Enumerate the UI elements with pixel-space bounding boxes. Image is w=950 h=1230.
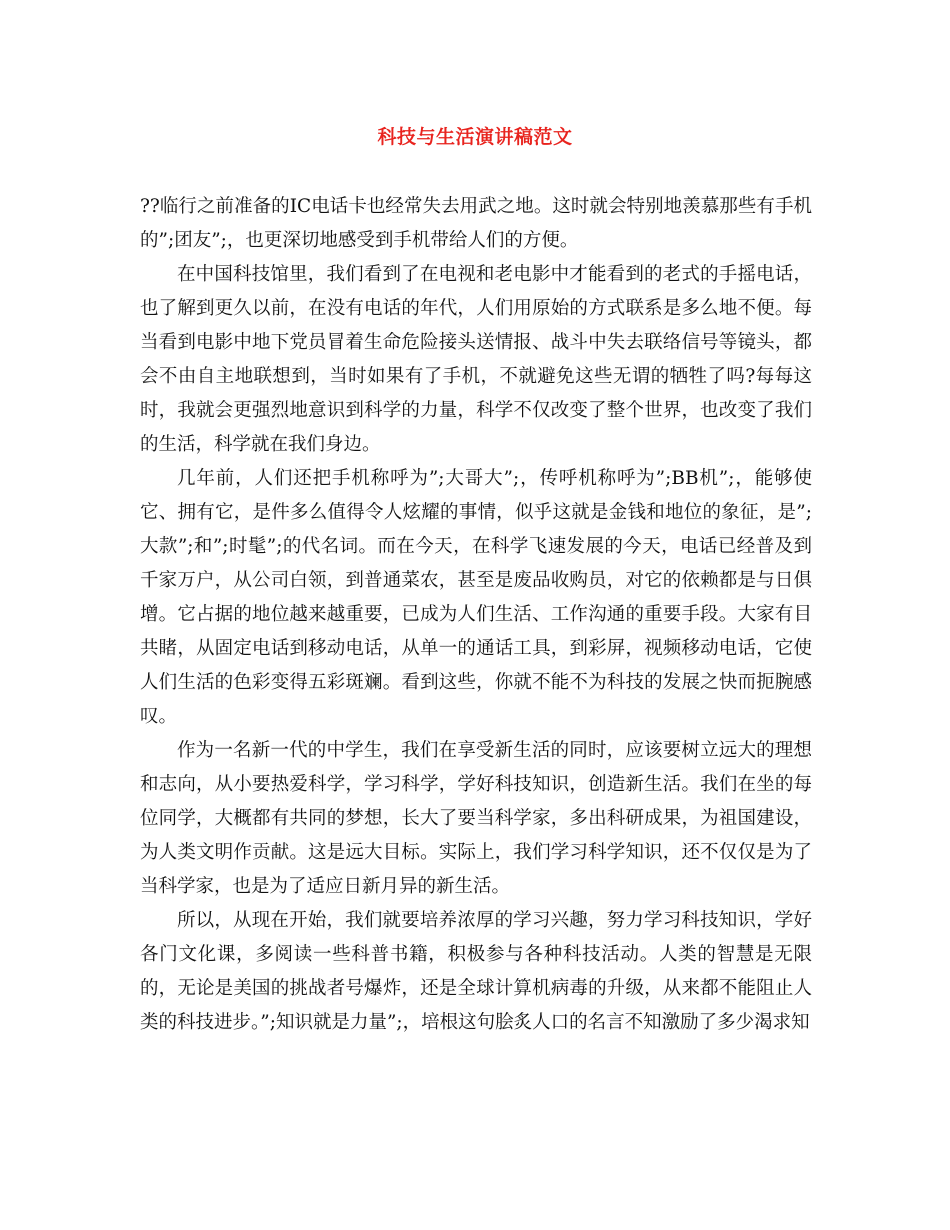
paragraph-4: 作为一名新一代的中学生，我们在享受新生活的同时，应该要树立远大的理想和志向，从小要热爱科学，学习科学，学好科技知识，创造新生活。我们在坐的每位同学，大概都有共同的梦想，长大了要当科学家，多出科研成果，为祖国建设，为人类文明作贡献。这是远大目标。实际上，我们学习科学知识，还不仅仅是为了当科学家，也是为了适应日新月异的新生活。: [140, 740, 812, 897]
paragraph-1: ??临行之前准备的IC电话卡也经常失去用武之地。这时就会特别地羡慕那些有手机的”;团友”;，也更深切地感受到手机带给人们的方便。: [140, 196, 812, 251]
paragraph-3: 几年前，人们还把手机称呼为”;大哥大”;，传呼机称呼为”;BB机”;，能够使它、拥有它，是件多么值得令人炫耀的事情，似乎这就是金钱和地位的象征，是”;大款”;和”;时髦”;的代名词。而在今天，在科学飞速发展的今天，电话已经普及到千家万户，从公司白领，到普通菜农，甚至是废品收购员，对它的依赖都是与日俱增。它占据的地位越来越重要，已成为人们生活、工作沟通的重要手段。大家有目共睹，从固定电话到移动电话，从单一的通话工具，到彩屏，视频移动电话，它使人们生活的色彩变得五彩斑斓。看到这些，你就不能不为科技的发展之快而扼腕感叹。: [140, 468, 812, 727]
document-body: [140, 190, 812, 1040]
paragraph-5: 所以，从现在开始，我们就要培养浓厚的学习兴趣，努力学习科技知识，学好各门文化课，多阅读一些科普书籍，积极参与各种科技活动。人类的智慧是无限的，无论是美国的挑战者号爆炸，还是全球计算机病毒的升级，从来都不能阻止人类的科技进步。”;知识就是力量”;，培根这句脍炙人口的名言不知激励了多少渴求知: [140, 910, 812, 1033]
document-title: 科技与生活演讲稿范文: [377, 126, 573, 148]
paragraph-2: 在中国科技馆里，我们看到了在电视和老电影中才能看到的老式的手摇电话，也了解到更久以前，在没有电话的年代，人们用原始的方式联系是多么地不便。每当看到电影中地下党员冒着生命危险接头送情报、战斗中失去联络信号等镜头，都会不由自主地联想到，当时如果有了手机，不就避免这些无谓的牺牲了吗?每每这时，我就会更强烈地意识到科学的力量，科学不仅改变了整个世界，也改变了我们的生活，科学就在我们身边。: [140, 264, 812, 455]
